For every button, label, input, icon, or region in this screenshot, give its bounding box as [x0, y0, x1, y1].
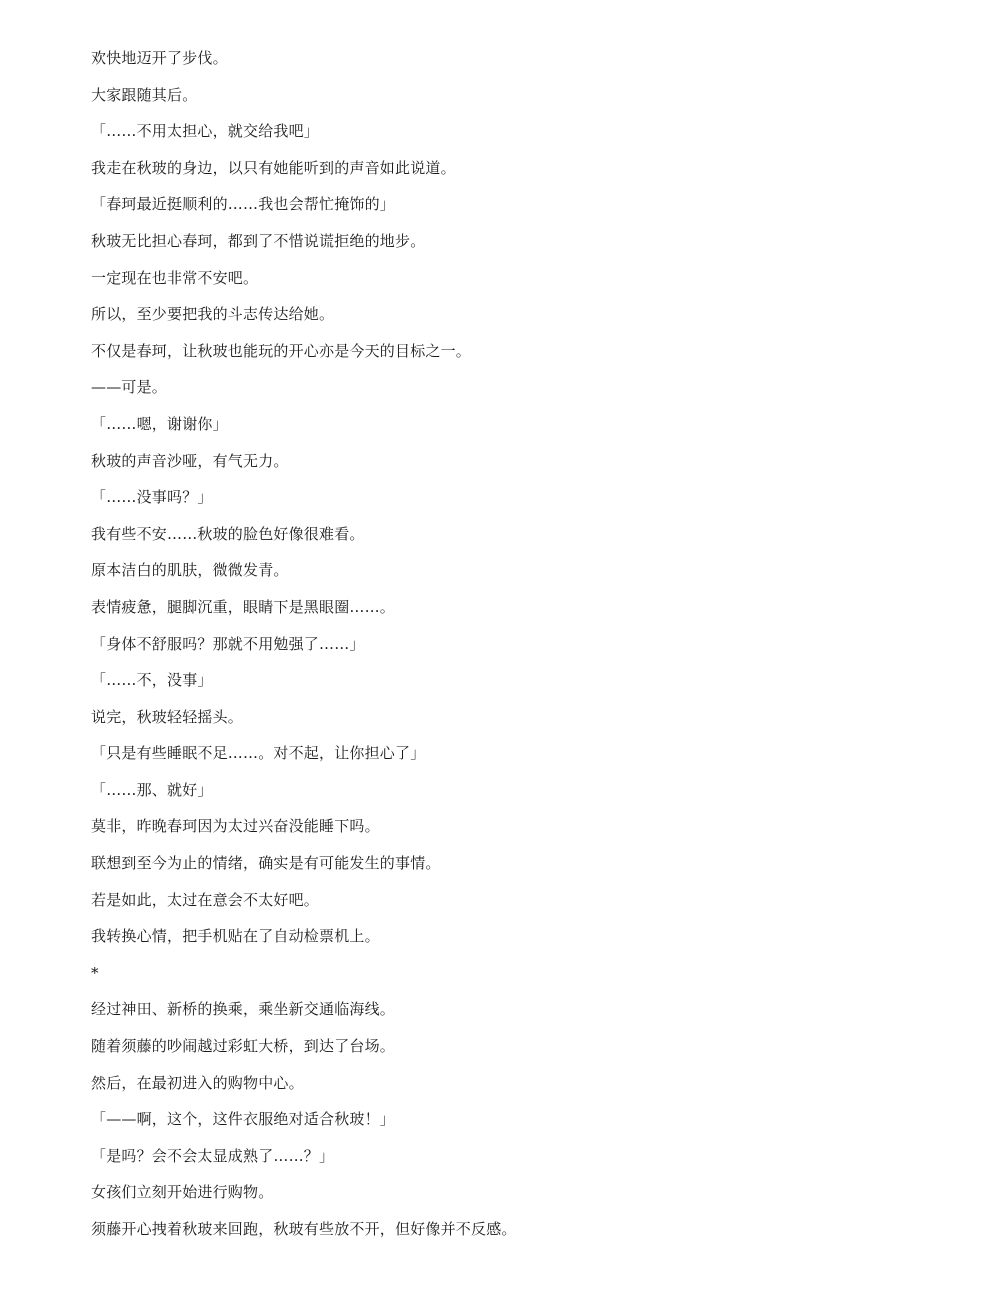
text-line: 「……不，没事」	[91, 671, 213, 690]
text-line: 须藤开心拽着秋玻来回跑，秋玻有些放不开，但好像并不反感。	[91, 1220, 517, 1238]
text-line: 「……没事吗？」	[91, 488, 213, 507]
text-line: 「——啊，这个，这件衣服绝对适合秋玻！」	[91, 1110, 396, 1129]
text-line: 「只是有些睡眠不足……。对不起，让你担心了」	[91, 744, 426, 763]
section-break: *	[91, 963, 99, 982]
document-page	[91, 40, 951, 1248]
text-line: 「……那、就好」	[91, 780, 213, 799]
text-line: 若是如此，太过在意会不太好吧。	[91, 890, 320, 909]
text-line: 「是吗？会不会太显成熟了……？」	[91, 1146, 335, 1165]
text-line: 经过神田、新桥的换乘，乘坐新交通临海线。	[91, 1000, 396, 1019]
text-line: 「春珂最近挺顺利的……我也会帮忙掩饰的」	[91, 195, 396, 214]
text-line: 联想到至今为止的情绪，确实是有可能发生的事情。	[91, 854, 441, 873]
text-line: 说完，秋玻轻轻摇头。	[91, 707, 244, 726]
text-line: 我转换心情，把手机贴在了自动检票机上。	[91, 927, 380, 946]
text-line: 女孩们立刻开始进行购物。	[91, 1183, 274, 1202]
text-line: 随着须藤的吵闹越过彩虹大桥，到达了台场。	[91, 1037, 396, 1056]
text-line: 秋玻的声音沙哑，有气无力。	[91, 451, 289, 470]
text-line: 表情疲惫，腿脚沉重，眼睛下是黑眼圈……。	[91, 597, 396, 616]
text-line: 「……不用太担心，就交给我吧」	[91, 122, 320, 141]
text-line: ——可是。	[91, 378, 168, 397]
text-line: 我有些不安……秋玻的脸色好像很难看。	[91, 524, 365, 543]
text-line: 不仅是春珂，让秋玻也能玩的开心亦是今天的目标之一。	[91, 341, 472, 360]
text-line: 秋玻无比担心春珂，都到了不惜说谎拒绝的地步。	[91, 231, 426, 250]
text-line: 我走在秋玻的身边，以只有她能听到的声音如此说道。	[91, 158, 456, 177]
text-line: 「身体不舒服吗？那就不用勉强了……」	[91, 634, 365, 653]
text-line: 然后，在最初进入的购物中心。	[91, 1073, 304, 1092]
text-line: 所以，至少要把我的斗志传达给她。	[91, 305, 335, 324]
text-line: 「……嗯，谢谢你」	[91, 414, 228, 433]
text-line: 原本洁白的肌肤，微微发青。	[91, 561, 289, 580]
text-line: 一定现在也非常不安吧。	[91, 268, 259, 287]
text-line: 欢快地迈开了步伐。	[91, 49, 228, 67]
text-line: 莫非，昨晚春珂因为太过兴奋没能睡下吗。	[91, 817, 380, 836]
text-line: 大家跟随其后。	[91, 85, 198, 104]
